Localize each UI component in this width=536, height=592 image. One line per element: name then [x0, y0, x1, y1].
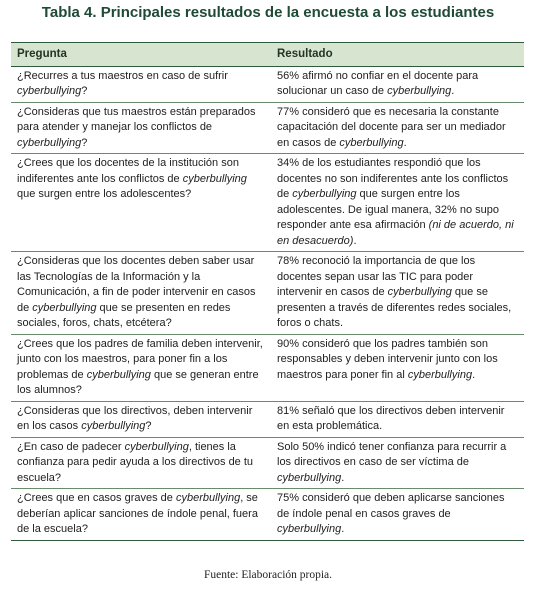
table-row [11, 401, 524, 437]
result-cell: 75% consideró que deben aplicarse sanciones de índole penal en casos graves de cyberbullying. [271, 489, 524, 541]
table-row [11, 154, 524, 252]
italic-term: cyberbullying [277, 471, 342, 484]
header-result: Resultado [271, 43, 524, 67]
table-header-row [11, 43, 524, 67]
table-row [11, 66, 524, 102]
question-cell: ¿Consideras que los docentes deben saber usar las Tecnologías de la Información y la Comunicación, a fin de poder intervenir en casos de cyberbullying que se presenten en redes sociales, foros, chats, etcétera? [11, 252, 271, 335]
results-table [11, 42, 524, 541]
header-question: Pregunta [11, 43, 271, 67]
italic-term: cyberbullying [387, 286, 452, 298]
question-cell: ¿Crees que los padres de familia deben intervenir, junto con los maestros, para poner fin a los problemas de cyberbullying que se generan entre los alumnos? [11, 334, 271, 401]
italic-term: cyberbullying [17, 85, 82, 97]
question-cell: ¿Consideras que tus maestros están preparados para atender y manejar los conflictos de cyberbullying? [11, 102, 271, 154]
table-row [11, 489, 524, 541]
italic-term: cyberbullying [124, 440, 189, 453]
question-cell: ¿Crees que en casos graves de cyberbullying, se deberían aplicar sanciones de índole penal, fuera de la escuela? [11, 489, 271, 541]
result-cell: 56% afirmó no confiar en el docente para solucionar un caso de cyberbullying. [271, 66, 524, 102]
italic-term: cyberbullying [86, 368, 151, 381]
table-body [11, 66, 524, 540]
italic-term: cyberbullying [175, 492, 241, 504]
italic-term: cyberbullying [32, 301, 97, 314]
italic-term: cyberbullying [407, 368, 473, 381]
table-row [11, 102, 524, 154]
result-cell: 81% señaló que los directivos deben intervenir en esta problemática. [271, 401, 524, 437]
result-cell: Solo 50% indicó tener confianza para recurrir a los directivos en caso de ser víctima de cyberbullying. [271, 437, 524, 489]
result-cell: 77% consideró que es necesaria la constante capacitación del docente para ser un mediador en casos de cyberbullying. [271, 102, 524, 154]
italic-term: cyberbullying [387, 85, 452, 97]
question-cell: ¿Consideras que los directivos, deben intervenir en los casos cyberbullying? [11, 401, 271, 437]
table-source-note: Fuente: Elaboración propia. [203, 569, 333, 581]
result-cell: 90% consideró que los padres también son responsables y deben intervenir junto con los maestros para poner fin al cyberbullying. [271, 334, 524, 401]
italic-term: cyberbullying [81, 420, 146, 432]
table-row [11, 334, 524, 401]
italic-term: cyberbullying [277, 523, 342, 535]
italic-term: cyberbullying [17, 136, 82, 149]
italic-term: cyberbullying [292, 188, 357, 200]
italic-term: cyberbullying [339, 136, 404, 149]
question-cell: ¿Crees que los docentes de la institución son indiferentes ante los conflictos de cyberbullying que surgen entre los adolescentes? [11, 154, 271, 252]
table-row [11, 252, 524, 335]
result-cell: 34% de los estudiantes respondió que los docentes no son indiferentes ante los conflictos de cyberbullying que surgen entre los adolescentes. De igual manera, 32% no supo responder ante esa afirmación (ni de acuerdo, ni en desacuerdo). [271, 154, 524, 252]
table-title: Tabla 4. Principales resultados de la encuesta a los estudiantes [41, 4, 495, 21]
italic-term: (ni de acuerdo, ni en desacuerdo) [277, 219, 514, 247]
table-row [11, 437, 524, 489]
question-cell: ¿En caso de padecer cyberbullying, tienes la confianza para pedir ayuda a los directivos de tu escuela? [11, 437, 271, 489]
result-cell: 78% reconoció la importancia de que los docentes sepan usar las TIC para poder intervenir en casos de cyberbullying que se presenten a través de diferentes redes sociales, foros o chats. [271, 252, 524, 335]
italic-term: cyberbullying [182, 172, 247, 185]
question-cell: ¿Recurres a tus maestros en caso de sufrir cyberbullying? [11, 66, 271, 102]
